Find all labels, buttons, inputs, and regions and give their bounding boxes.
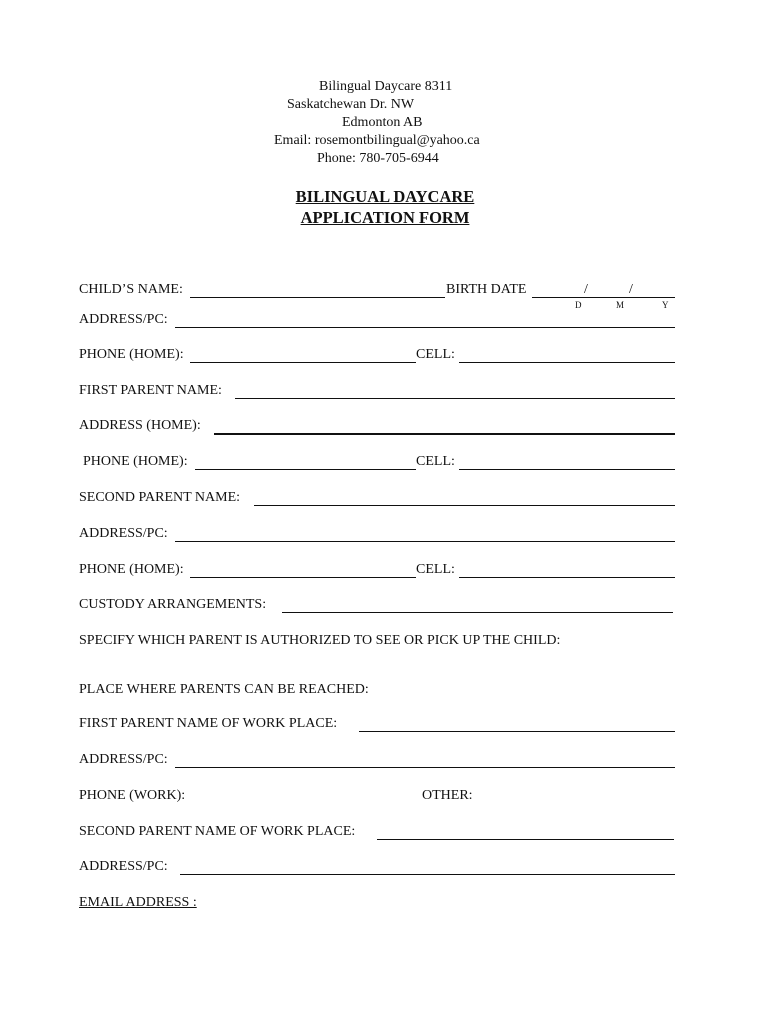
header-email: Email: rosemontbilingual@yahoo.ca (274, 133, 480, 148)
address-field-4[interactable] (180, 874, 675, 875)
header-street: Saskatchewan Dr. NW (287, 97, 415, 112)
address-row-3 (79, 751, 675, 771)
daycare-header (0, 78, 770, 168)
header-city: Edmonton AB (342, 115, 423, 130)
second-parent-name-field[interactable] (254, 505, 675, 506)
phone-row-2 (79, 453, 675, 473)
birth-date-field[interactable] (532, 297, 675, 298)
address-row-2 (79, 525, 675, 545)
email-address-label: EMAIL ADDRESS : (79, 895, 197, 910)
phone-home-label-1: PHONE (HOME): (79, 347, 184, 362)
phone-row-3 (79, 561, 675, 581)
phone-home-label-3: PHONE (HOME): (79, 562, 184, 577)
second-parent-work-row (79, 823, 675, 843)
address-home-label: ADDRESS (HOME): (79, 418, 201, 433)
cell-field-2[interactable] (459, 469, 675, 470)
date-day-hint: D (575, 300, 582, 310)
first-parent-name-label: FIRST PARENT NAME: (79, 383, 222, 398)
form-title (0, 186, 770, 228)
phone-work-row (79, 787, 675, 807)
date-separator-1: / (584, 282, 588, 297)
cell-field-1[interactable] (459, 362, 675, 363)
header-name: Bilingual Daycare 8311 (319, 79, 453, 94)
child-name-field[interactable] (190, 297, 445, 298)
phone-home-label-2: PHONE (HOME): (83, 454, 188, 469)
authorized-label: SPECIFY WHICH PARENT IS AUTHORIZED TO SEE OR PICK UP THE CHILD: (79, 633, 561, 648)
custody-row (79, 596, 675, 616)
address-row-4 (79, 858, 675, 878)
phone-work-label: PHONE (WORK): (79, 788, 186, 803)
first-parent-work-field[interactable] (359, 731, 675, 732)
reached-label: PLACE WHERE PARENTS CAN BE REACHED: (79, 682, 369, 697)
address-label-1: ADDRESS/PC: (79, 312, 168, 327)
cell-label-3: CELL: (416, 562, 455, 577)
second-parent-row (79, 489, 675, 509)
form-title-line1: BILINGUAL DAYCARE (295, 187, 475, 206)
birth-date-label: BIRTH DATE (446, 282, 527, 297)
address-label-4: ADDRESS/PC: (79, 859, 168, 874)
address-home-field[interactable] (214, 433, 675, 435)
date-year-hint: Y (662, 300, 669, 310)
phone-home-field-2[interactable] (195, 469, 416, 470)
address-home-row (79, 417, 675, 437)
address-row-1 (79, 311, 675, 331)
second-parent-work-label: SECOND PARENT NAME OF WORK PLACE: (79, 824, 356, 839)
date-month-hint: M (616, 300, 625, 310)
address-label-3: ADDRESS/PC: (79, 752, 168, 767)
address-label-2: ADDRESS/PC: (79, 526, 168, 541)
form-title-line2: APPLICATION FORM (300, 208, 470, 227)
authorized-row (79, 632, 675, 652)
header-phone: Phone: 780-705-6944 (317, 151, 439, 166)
address-field-3[interactable] (175, 767, 675, 768)
address-field-1[interactable] (175, 327, 675, 328)
phone-row-1 (79, 346, 675, 366)
cell-field-3[interactable] (459, 577, 675, 578)
address-field-2[interactable] (175, 541, 675, 542)
first-parent-work-row (79, 715, 675, 735)
first-parent-name-field[interactable] (235, 398, 675, 399)
first-parent-work-label: FIRST PARENT NAME OF WORK PLACE: (79, 716, 338, 731)
reached-row (79, 681, 675, 701)
custody-field[interactable] (282, 612, 673, 613)
email-row (79, 894, 675, 914)
second-parent-name-label: SECOND PARENT NAME: (79, 490, 241, 505)
custody-label: CUSTODY ARRANGEMENTS: (79, 597, 267, 612)
cell-label-2: CELL: (416, 454, 455, 469)
date-separator-2: / (629, 282, 633, 297)
cell-label-1: CELL: (416, 347, 455, 362)
second-parent-work-field[interactable] (377, 839, 674, 840)
phone-home-field-3[interactable] (190, 577, 416, 578)
other-label: OTHER: (422, 788, 473, 803)
first-parent-row (79, 382, 675, 402)
phone-home-field-1[interactable] (190, 362, 416, 363)
child-name-label: CHILD’S NAME: (79, 282, 183, 297)
